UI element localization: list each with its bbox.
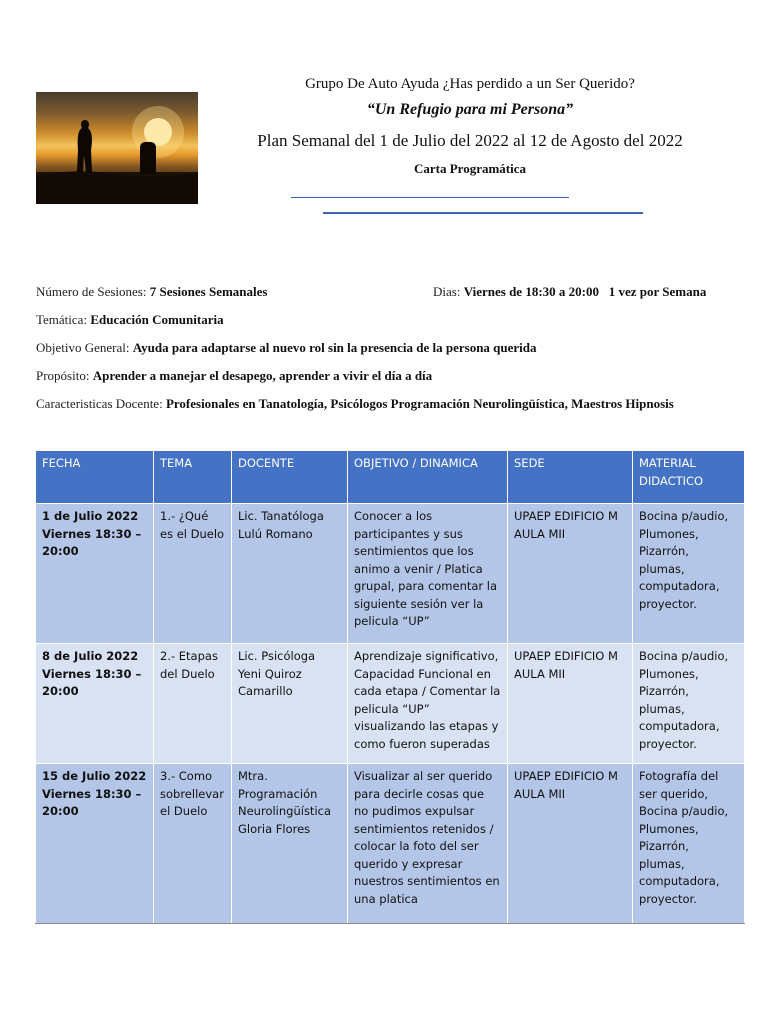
- cell-material: Fotografía del ser querido, Bocina p/audio, Plumones, Pizarrón, plumas, computadora, proyector.: [633, 764, 745, 924]
- cell-tema: 1.- ¿Qué es el Duelo: [154, 504, 232, 644]
- cell-material: Bocina p/audio, Plumones, Pizarrón, plumas, computadora, proyector.: [633, 504, 745, 644]
- days-label: Dias:: [433, 284, 461, 299]
- purpose-label: Propósito:: [36, 368, 90, 383]
- cell-tema: 2.- Etapas del Duelo: [154, 644, 232, 764]
- col-header-material: MATERIAL DIDACTICO: [633, 451, 745, 504]
- cell-fecha: 15 de Julio 2022 Viernes 18:30 – 20:00: [36, 764, 154, 924]
- table-header-row: [36, 451, 745, 504]
- objective-value: Ayuda para adaptarse al nuevo rol sin la presencia de la persona querida: [132, 340, 537, 355]
- days-value: Viernes de 18:30 a 20:00 1 vez por Semana: [463, 284, 707, 299]
- cell-objetivo: Conocer a los participantes y sus sentimientos que los animo a venir / Platica grupal, para comentar la siguiente sesión ver la pelicula “UP”: [348, 504, 508, 644]
- objective-label: Objetivo General:: [36, 340, 130, 355]
- teachers-line: [36, 395, 674, 413]
- purpose-value: Aprender a manejar el desapego, aprender a vivir el día a día: [92, 368, 433, 383]
- purpose-line: [36, 367, 432, 385]
- sunset-silhouette-photo: [36, 92, 198, 204]
- divider-line: [291, 197, 569, 198]
- cell-docente: Lic. Psicóloga Yeni Quiroz Camarillo: [232, 644, 348, 764]
- objective-line: [36, 339, 537, 357]
- col-header-sede: SEDE: [508, 451, 633, 504]
- plan-title: Plan Semanal del 1 de Julio del 2022 al 12 de Agosto del 2022: [257, 131, 683, 150]
- sessions-label: Número de Sesiones:: [36, 284, 147, 299]
- sessions-line: [36, 283, 267, 301]
- cell-fecha: 8 de Julio 2022 Viernes 18:30 – 20:00: [36, 644, 154, 764]
- sunset-silhouette-graphic: [36, 92, 198, 204]
- divider-line: [323, 212, 643, 214]
- cell-tema: 3.- Como sobrellevar el Duelo: [154, 764, 232, 924]
- cell-sede: UPAEP EDIFICIO M AULA MII: [508, 764, 633, 924]
- cell-objetivo: Aprendizaje significativo, Capacidad Funcional en cada etapa / Comentar la pelicula “UP” visualizando las etapas y como fueron superadas: [348, 644, 508, 764]
- sessions-value: 7 Sesiones Semanales: [149, 284, 268, 299]
- col-header-docente: DOCENTE: [232, 451, 348, 504]
- teachers-label: Caracteristicas Docente:: [36, 396, 163, 411]
- theme-line: [36, 311, 224, 329]
- table-row: [36, 504, 745, 644]
- document-subtitle: Carta Programática: [413, 161, 527, 176]
- document-header: [230, 74, 710, 178]
- cell-docente: Lic. Tanatóloga Lulú Romano: [232, 504, 348, 644]
- cell-fecha: 1 de Julio 2022 Viernes 18:30 – 20:00: [36, 504, 154, 644]
- col-header-tema: TEMA: [154, 451, 232, 504]
- cell-docente: Mtra. Programación Neurolingüística Gloria Flores: [232, 764, 348, 924]
- table-row: [36, 764, 745, 924]
- theme-label: Temática:: [36, 312, 88, 327]
- motto: “Un Refugio para mi Persona”: [366, 101, 574, 118]
- col-header-fecha: FECHA: [36, 451, 154, 504]
- cell-objetivo: Visualizar al ser querido para decirle cosas que no pudimos expulsar sentimientos retenidos / colocar la foto del ser querido y expresar nuestros sentimientos en una platica: [348, 764, 508, 924]
- group-name: Grupo De Auto Ayuda ¿Has perdido a un Ser Querido?: [305, 76, 635, 92]
- cell-sede: UPAEP EDIFICIO M AULA MII: [508, 644, 633, 764]
- schedule-table: [35, 450, 745, 924]
- col-header-objetivo: OBJETIVO / DINAMICA: [348, 451, 508, 504]
- theme-value: Educación Comunitaria: [90, 312, 224, 327]
- cell-sede: UPAEP EDIFICIO M AULA MII: [508, 504, 633, 644]
- teachers-value: Profesionales en Tanatología, Psicólogos Programación Neurolingüística, Maestros Hipnosis: [165, 396, 674, 411]
- table-row: [36, 644, 745, 764]
- days-line: [433, 283, 706, 301]
- cell-material: Bocina p/audio, Plumones, Pizarrón, plumas, computadora, proyector.: [633, 644, 745, 764]
